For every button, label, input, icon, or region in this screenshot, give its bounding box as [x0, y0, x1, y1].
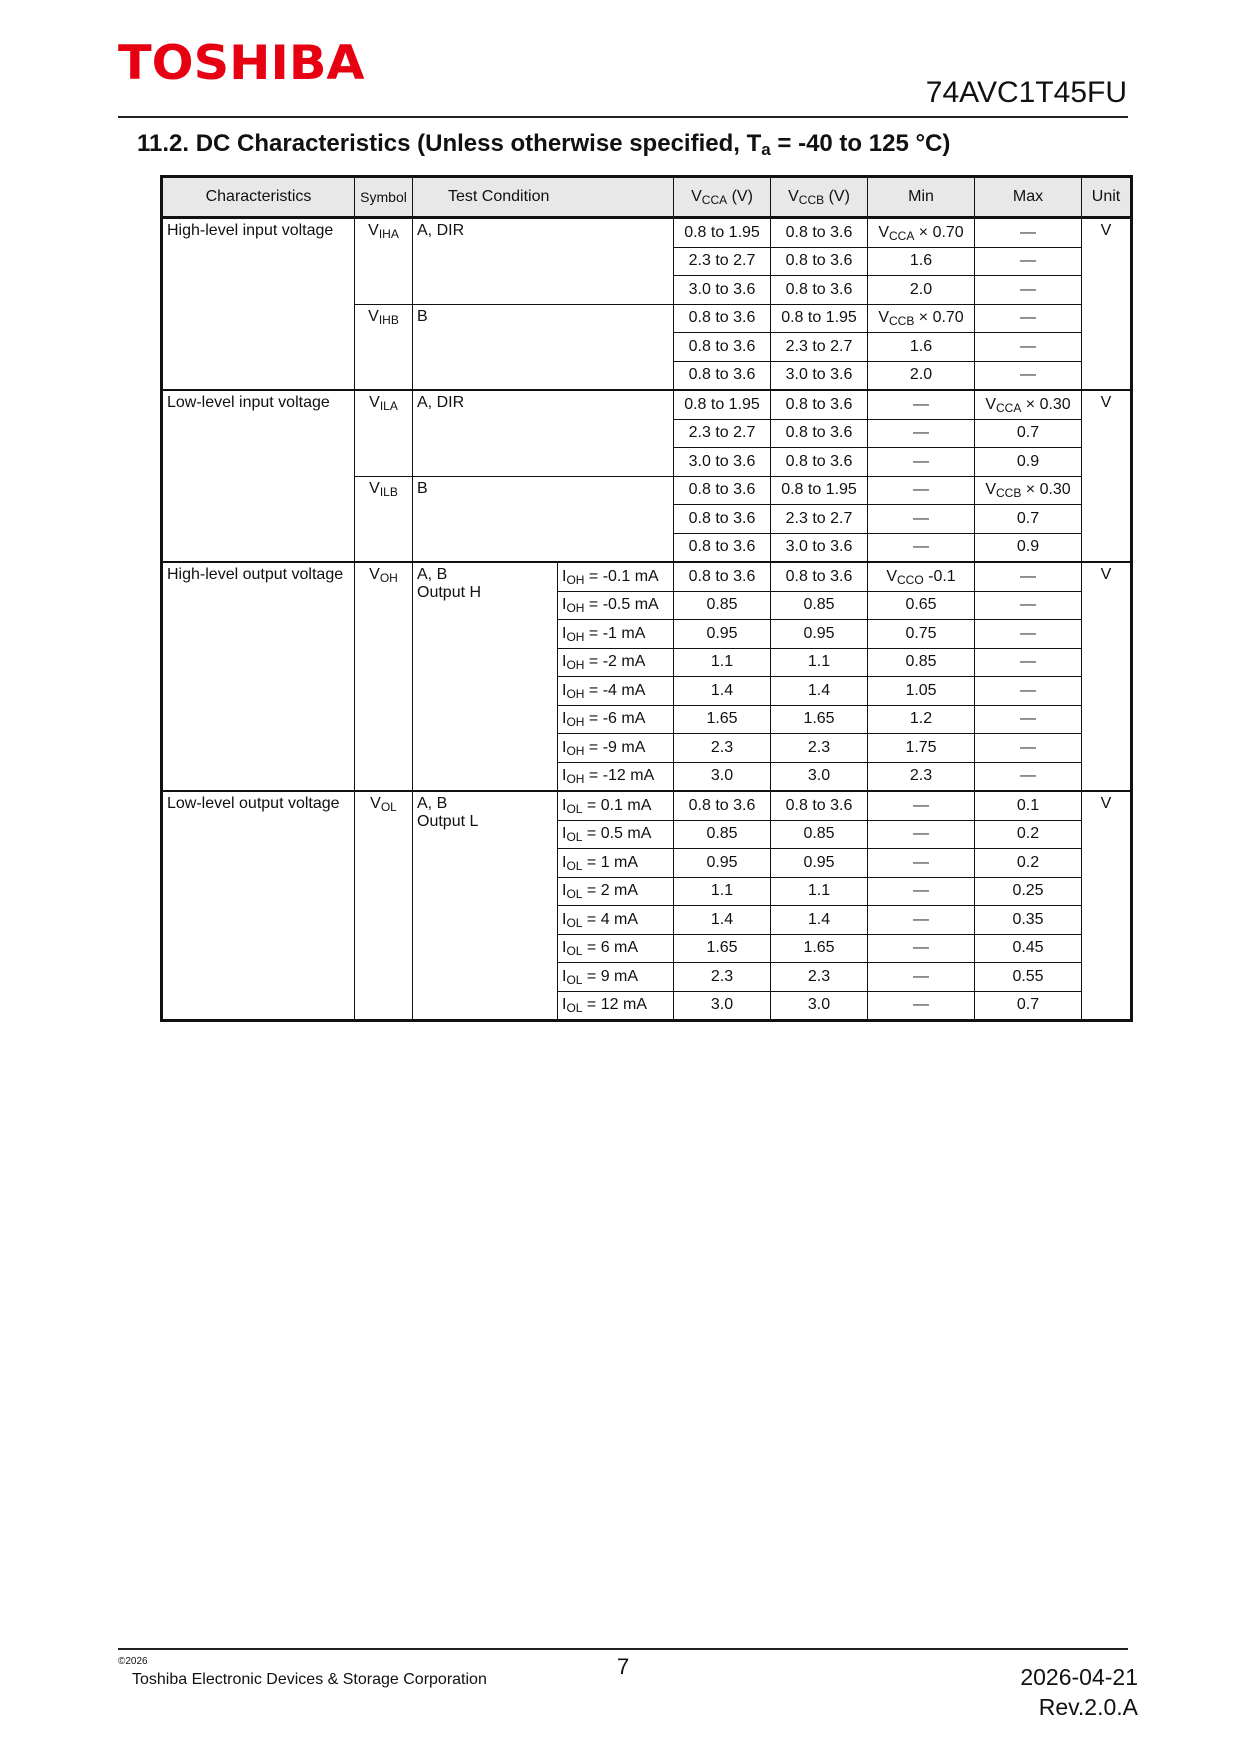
- condition-cell: [413, 791, 558, 1021]
- rich-tail: = 9 mA: [582, 967, 639, 985]
- vccb-cell: 2.3: [771, 963, 868, 992]
- rich-sub: OH: [379, 571, 398, 585]
- max-cell: [975, 476, 1082, 505]
- vccb-cell: 0.8 to 3.6: [771, 562, 868, 591]
- rich-main: V: [368, 222, 379, 239]
- rich-sub: OL: [566, 887, 583, 902]
- rich-tail: -0.1: [923, 567, 956, 585]
- vcca-cell: 0.8 to 3.6: [674, 791, 771, 820]
- table-row: [162, 791, 1132, 820]
- min-cell: 2.0: [868, 361, 975, 390]
- current-condition-cell: [558, 620, 674, 649]
- rich-tail: = -0.5 mA: [584, 596, 659, 614]
- current-condition-cell: [558, 963, 674, 992]
- rich-main: I: [562, 967, 567, 985]
- min-cell: —: [868, 877, 975, 906]
- min-cell: 0.65: [868, 591, 975, 620]
- rich-main: I: [562, 624, 567, 642]
- rich-sub: CCA: [995, 400, 1022, 415]
- rich-sub: IHA: [378, 227, 399, 241]
- max-cell: 0.9: [975, 533, 1082, 562]
- vcca-cell: 3.0 to 3.6: [674, 276, 771, 305]
- rich-main: V: [878, 309, 889, 327]
- rich-main: I: [562, 710, 567, 728]
- min-cell: 1.2: [868, 705, 975, 734]
- rich-sub: ILA: [379, 399, 398, 413]
- condition-pins: B: [417, 479, 428, 497]
- vccb-cell: 0.8 to 1.95: [771, 304, 868, 333]
- vcca-cell: 1.65: [674, 934, 771, 963]
- condition-pins: A, DIR: [417, 394, 465, 411]
- rich-main: I: [562, 767, 567, 785]
- min-cell: 1.6: [868, 333, 975, 362]
- rich-sub: OH: [566, 572, 585, 587]
- rich-main: I: [562, 910, 567, 928]
- condition-cell: [413, 476, 674, 562]
- rich-tail: × 0.70: [914, 309, 964, 327]
- rich-tail: × 0.30: [1021, 395, 1071, 413]
- max-cell: —: [975, 333, 1082, 362]
- vcca-cell: 2.3: [674, 963, 771, 992]
- vccb-cell: 3.0: [771, 991, 868, 1021]
- rich-main: I: [562, 596, 567, 614]
- symbol-cell: [355, 562, 413, 791]
- rich-sub: OL: [566, 858, 583, 873]
- min-cell: —: [868, 533, 975, 562]
- header-symbol: Symbol: [355, 177, 413, 218]
- rich-tail: = 6 mA: [582, 939, 639, 957]
- vccb-cell: 2.3: [771, 734, 868, 763]
- header-characteristics: Characteristics: [162, 177, 355, 218]
- vcca-cell: 0.8 to 3.6: [674, 333, 771, 362]
- max-cell: 0.9: [975, 448, 1082, 477]
- vccb-cell: 1.4: [771, 906, 868, 935]
- min-cell: 1.6: [868, 247, 975, 276]
- max-cell: —: [975, 620, 1082, 649]
- max-cell: 0.45: [975, 934, 1082, 963]
- rich-sub: CCA: [888, 228, 915, 243]
- min-cell: 1.05: [868, 677, 975, 706]
- max-cell: 0.7: [975, 505, 1082, 534]
- vccb-cell: 3.0 to 3.6: [771, 533, 868, 562]
- rich-main: I: [562, 681, 567, 699]
- min-cell: [868, 562, 975, 591]
- rich-sub: OH: [566, 629, 585, 644]
- header-vcca: $V_{CCA}$ (V): [674, 177, 771, 218]
- current-condition-cell: [558, 820, 674, 849]
- rich-main: I: [562, 882, 567, 900]
- rich-sub: OL: [566, 1001, 583, 1016]
- vcca-cell: 2.3: [674, 734, 771, 763]
- current-condition-cell: [558, 762, 674, 791]
- rich-tail: = -1 mA: [584, 624, 646, 642]
- vccb-cell: 2.3 to 2.7: [771, 333, 868, 362]
- characteristic-cell: High-level output voltage: [162, 562, 355, 791]
- rich-main: I: [562, 796, 567, 814]
- min-cell: 1.75: [868, 734, 975, 763]
- rich-tail: = -12 mA: [584, 767, 655, 785]
- max-cell: 0.55: [975, 963, 1082, 992]
- vccb-cell: 0.8 to 3.6: [771, 390, 868, 419]
- vccb-cell: 2.3 to 2.7: [771, 505, 868, 534]
- rich-tail: = -9 mA: [584, 738, 646, 756]
- vccb-cell: 0.8 to 3.6: [771, 276, 868, 305]
- rich-main: V: [985, 481, 996, 499]
- rich-main: V: [370, 795, 381, 812]
- current-condition-cell: [558, 648, 674, 677]
- min-cell: —: [868, 448, 975, 477]
- vcca-cell: 0.8 to 3.6: [674, 476, 771, 505]
- revision-date: 2026-04-21: [1020, 1664, 1138, 1690]
- min-cell: 0.75: [868, 620, 975, 649]
- rich-sub: IHB: [378, 312, 399, 327]
- vcca-cell: 1.1: [674, 877, 771, 906]
- rich-tail: = 12 mA: [582, 996, 647, 1014]
- current-condition-cell: [558, 934, 674, 963]
- current-condition-cell: [558, 734, 674, 763]
- table-row: [162, 218, 1132, 248]
- vcca-cell: 0.8 to 1.95: [674, 218, 771, 248]
- current-condition-cell: [558, 906, 674, 935]
- current-condition-cell: [558, 705, 674, 734]
- rich-main: I: [562, 567, 567, 585]
- section-title-prefix: 11.2. DC Characteristics (Unless otherwise specified, T: [137, 130, 762, 157]
- min-cell: 2.3: [868, 762, 975, 791]
- rich-main: V: [369, 394, 380, 411]
- max-cell: —: [975, 734, 1082, 763]
- page-number: 7: [617, 1654, 630, 1679]
- rich-sub: OL: [566, 915, 583, 930]
- max-cell: 0.1: [975, 791, 1082, 820]
- max-cell: 0.7: [975, 419, 1082, 448]
- vcca-cell: 0.8 to 3.6: [674, 533, 771, 562]
- max-cell: —: [975, 247, 1082, 276]
- rich-tail: = 0.1 mA: [582, 796, 652, 814]
- vcca-cell: 2.3 to 2.7: [674, 419, 771, 448]
- min-cell: —: [868, 820, 975, 849]
- footer-divider: [118, 1648, 1128, 1650]
- rich-main: I: [562, 939, 567, 957]
- condition-cell: [413, 218, 674, 305]
- rich-main: V: [369, 479, 380, 497]
- vccb-cell: 1.4: [771, 677, 868, 706]
- characteristic-cell: Low-level output voltage: [162, 791, 355, 1021]
- table-row: [162, 390, 1132, 419]
- vccb-cell: 0.8 to 3.6: [771, 419, 868, 448]
- min-cell: —: [868, 476, 975, 505]
- dc-characteristics-table: [160, 175, 1133, 1022]
- condition-pins: A, DIR: [417, 222, 465, 239]
- rich-sub: CCB: [995, 486, 1022, 501]
- rich-tail: × 0.30: [1021, 481, 1071, 499]
- rich-sub: OL: [566, 972, 583, 987]
- current-condition-cell: [558, 791, 674, 820]
- vcca-cell: 0.85: [674, 820, 771, 849]
- min-cell: 2.0: [868, 276, 975, 305]
- min-cell: —: [868, 505, 975, 534]
- table-row: [162, 562, 1132, 591]
- vccb-cell: 1.1: [771, 648, 868, 677]
- rich-main: I: [562, 653, 567, 671]
- vccb-cell: 3.0 to 3.6: [771, 361, 868, 390]
- rich-sub: OL: [566, 801, 583, 816]
- max-cell: —: [975, 705, 1082, 734]
- max-cell: —: [975, 304, 1082, 333]
- vccb-cell: 0.8 to 3.6: [771, 791, 868, 820]
- rich-sub: OL: [566, 944, 583, 959]
- header-divider: [118, 116, 1128, 118]
- min-cell: —: [868, 991, 975, 1021]
- rich-main: V: [878, 223, 889, 241]
- min-cell: —: [868, 419, 975, 448]
- rich-sub: OL: [380, 800, 397, 814]
- rich-sub: OL: [566, 830, 583, 845]
- max-cell: —: [975, 677, 1082, 706]
- max-cell: —: [975, 591, 1082, 620]
- vcca-cell: 0.8 to 3.6: [674, 562, 771, 591]
- rich-sub: OH: [566, 658, 585, 673]
- symbol-cell: [355, 218, 413, 305]
- current-condition-cell: [558, 677, 674, 706]
- rich-tail: = -0.1 mA: [584, 567, 659, 585]
- rich-sub: CCB: [888, 314, 915, 329]
- vcca-cell: 0.8 to 3.6: [674, 505, 771, 534]
- characteristic-cell: High-level input voltage: [162, 218, 355, 391]
- unit-cell: V: [1082, 218, 1132, 391]
- condition-pins: A, B: [417, 795, 448, 812]
- vccb-cell: 0.8 to 1.95: [771, 476, 868, 505]
- vcca-cell: 0.85: [674, 591, 771, 620]
- vccb-cell: 1.65: [771, 705, 868, 734]
- max-cell: [975, 390, 1082, 419]
- characteristic-cell: Low-level input voltage: [162, 390, 355, 562]
- unit-cell: V: [1082, 791, 1132, 1021]
- rich-tail: = -6 mA: [584, 710, 646, 728]
- rich-tail: = 1 mA: [582, 853, 639, 871]
- condition-pins: B: [417, 307, 428, 325]
- header-vccb: $V_{CCB}$ (V): [771, 177, 868, 218]
- rich-tail: × 0.70: [914, 223, 964, 241]
- vcca-cell: 3.0 to 3.6: [674, 448, 771, 477]
- table-body: [162, 218, 1132, 1021]
- max-cell: —: [975, 218, 1082, 248]
- symbol-cell: [355, 791, 413, 1021]
- section-title: [137, 130, 950, 158]
- unit-cell: V: [1082, 562, 1132, 791]
- rich-tail: = 2 mA: [582, 882, 639, 900]
- rich-tail: = -4 mA: [584, 681, 646, 699]
- min-cell: —: [868, 390, 975, 419]
- vccb-cell: 0.8 to 3.6: [771, 247, 868, 276]
- rich-sub: OH: [566, 743, 585, 758]
- vcca-cell: 1.1: [674, 648, 771, 677]
- rich-main: I: [562, 996, 567, 1014]
- rich-tail: = 0.5 mA: [582, 825, 652, 843]
- rich-tail: = -2 mA: [584, 653, 646, 671]
- table-header-row: [162, 177, 1132, 218]
- section-title-sub: a: [761, 140, 771, 159]
- min-cell: —: [868, 791, 975, 820]
- header-test-condition: Test Condition: [413, 177, 674, 218]
- min-cell: —: [868, 963, 975, 992]
- current-condition-cell: [558, 877, 674, 906]
- max-cell: —: [975, 361, 1082, 390]
- vcca-cell: 0.8 to 1.95: [674, 390, 771, 419]
- rich-main: I: [562, 853, 567, 871]
- revision-label: Rev.2.0.A: [1038, 1694, 1138, 1720]
- vccb-cell: 0.85: [771, 820, 868, 849]
- max-cell: —: [975, 648, 1082, 677]
- header-max: Max: [975, 177, 1082, 218]
- vccb-cell: 1.65: [771, 934, 868, 963]
- vccb-cell: 0.95: [771, 849, 868, 878]
- max-cell: —: [975, 276, 1082, 305]
- max-cell: —: [975, 562, 1082, 591]
- vcca-cell: 0.95: [674, 620, 771, 649]
- condition-cell: [413, 304, 674, 390]
- rich-main: V: [985, 395, 996, 413]
- rich-main: V: [886, 567, 897, 585]
- current-condition-cell: [558, 562, 674, 591]
- vccb-cell: 1.1: [771, 877, 868, 906]
- vccb-cell: 0.85: [771, 591, 868, 620]
- rich-main: V: [368, 307, 379, 325]
- rich-main: I: [562, 825, 567, 843]
- vccb-cell: 3.0: [771, 762, 868, 791]
- symbol-cell: [355, 390, 413, 476]
- unit-cell: V: [1082, 390, 1132, 562]
- condition-pins: A, B: [417, 566, 448, 583]
- vcca-cell: 2.3 to 2.7: [674, 247, 771, 276]
- min-cell: [868, 304, 975, 333]
- vcca-cell: 0.8 to 3.6: [674, 361, 771, 390]
- copyright: ©2026: [118, 1656, 148, 1667]
- vcca-cell: 0.8 to 3.6: [674, 304, 771, 333]
- max-cell: 0.25: [975, 877, 1082, 906]
- condition-output: Output H: [417, 584, 482, 601]
- vcca-cell: 0.95: [674, 849, 771, 878]
- min-cell: —: [868, 906, 975, 935]
- vcca-cell: 1.65: [674, 705, 771, 734]
- condition-cell: [413, 562, 558, 791]
- vcca-cell: 3.0: [674, 762, 771, 791]
- rich-main: I: [562, 738, 567, 756]
- corporation-name: Toshiba Electronic Devices & Storage Corporation: [132, 1671, 487, 1688]
- vcca-cell: 1.4: [674, 677, 771, 706]
- max-cell: 0.35: [975, 906, 1082, 935]
- rich-sub: ILB: [379, 484, 398, 499]
- current-condition-cell: [558, 591, 674, 620]
- symbol-cell: [355, 304, 413, 390]
- min-cell: —: [868, 849, 975, 878]
- header-min: Min: [868, 177, 975, 218]
- symbol-cell: [355, 476, 413, 562]
- rich-sub: OH: [566, 601, 585, 616]
- current-condition-cell: [558, 991, 674, 1021]
- vccb-cell: 0.8 to 3.6: [771, 448, 868, 477]
- rich-main: V: [369, 566, 380, 583]
- toshiba-logo: TOSHIBA: [118, 36, 365, 91]
- max-cell: 0.2: [975, 849, 1082, 878]
- vccb-cell: 0.95: [771, 620, 868, 649]
- rich-sub: OH: [566, 772, 585, 787]
- part-number: 74AVC1T45FU: [925, 76, 1127, 109]
- rich-sub: OH: [566, 715, 585, 730]
- current-condition-cell: [558, 849, 674, 878]
- vcca-cell: 1.4: [674, 906, 771, 935]
- header-unit: Unit: [1082, 177, 1132, 218]
- condition-output: Output L: [417, 813, 479, 830]
- min-cell: [868, 218, 975, 248]
- rich-sub: CCO: [897, 572, 924, 587]
- max-cell: —: [975, 762, 1082, 791]
- section-title-suffix: = -40 to 125 °C): [770, 130, 951, 157]
- condition-cell: [413, 390, 674, 476]
- min-cell: 0.85: [868, 648, 975, 677]
- rich-tail: = 4 mA: [582, 910, 639, 928]
- max-cell: 0.2: [975, 820, 1082, 849]
- rich-sub: OH: [566, 686, 585, 701]
- min-cell: —: [868, 934, 975, 963]
- vccb-cell: 0.8 to 3.6: [771, 218, 868, 248]
- vcca-cell: 3.0: [674, 991, 771, 1021]
- max-cell: 0.7: [975, 991, 1082, 1021]
